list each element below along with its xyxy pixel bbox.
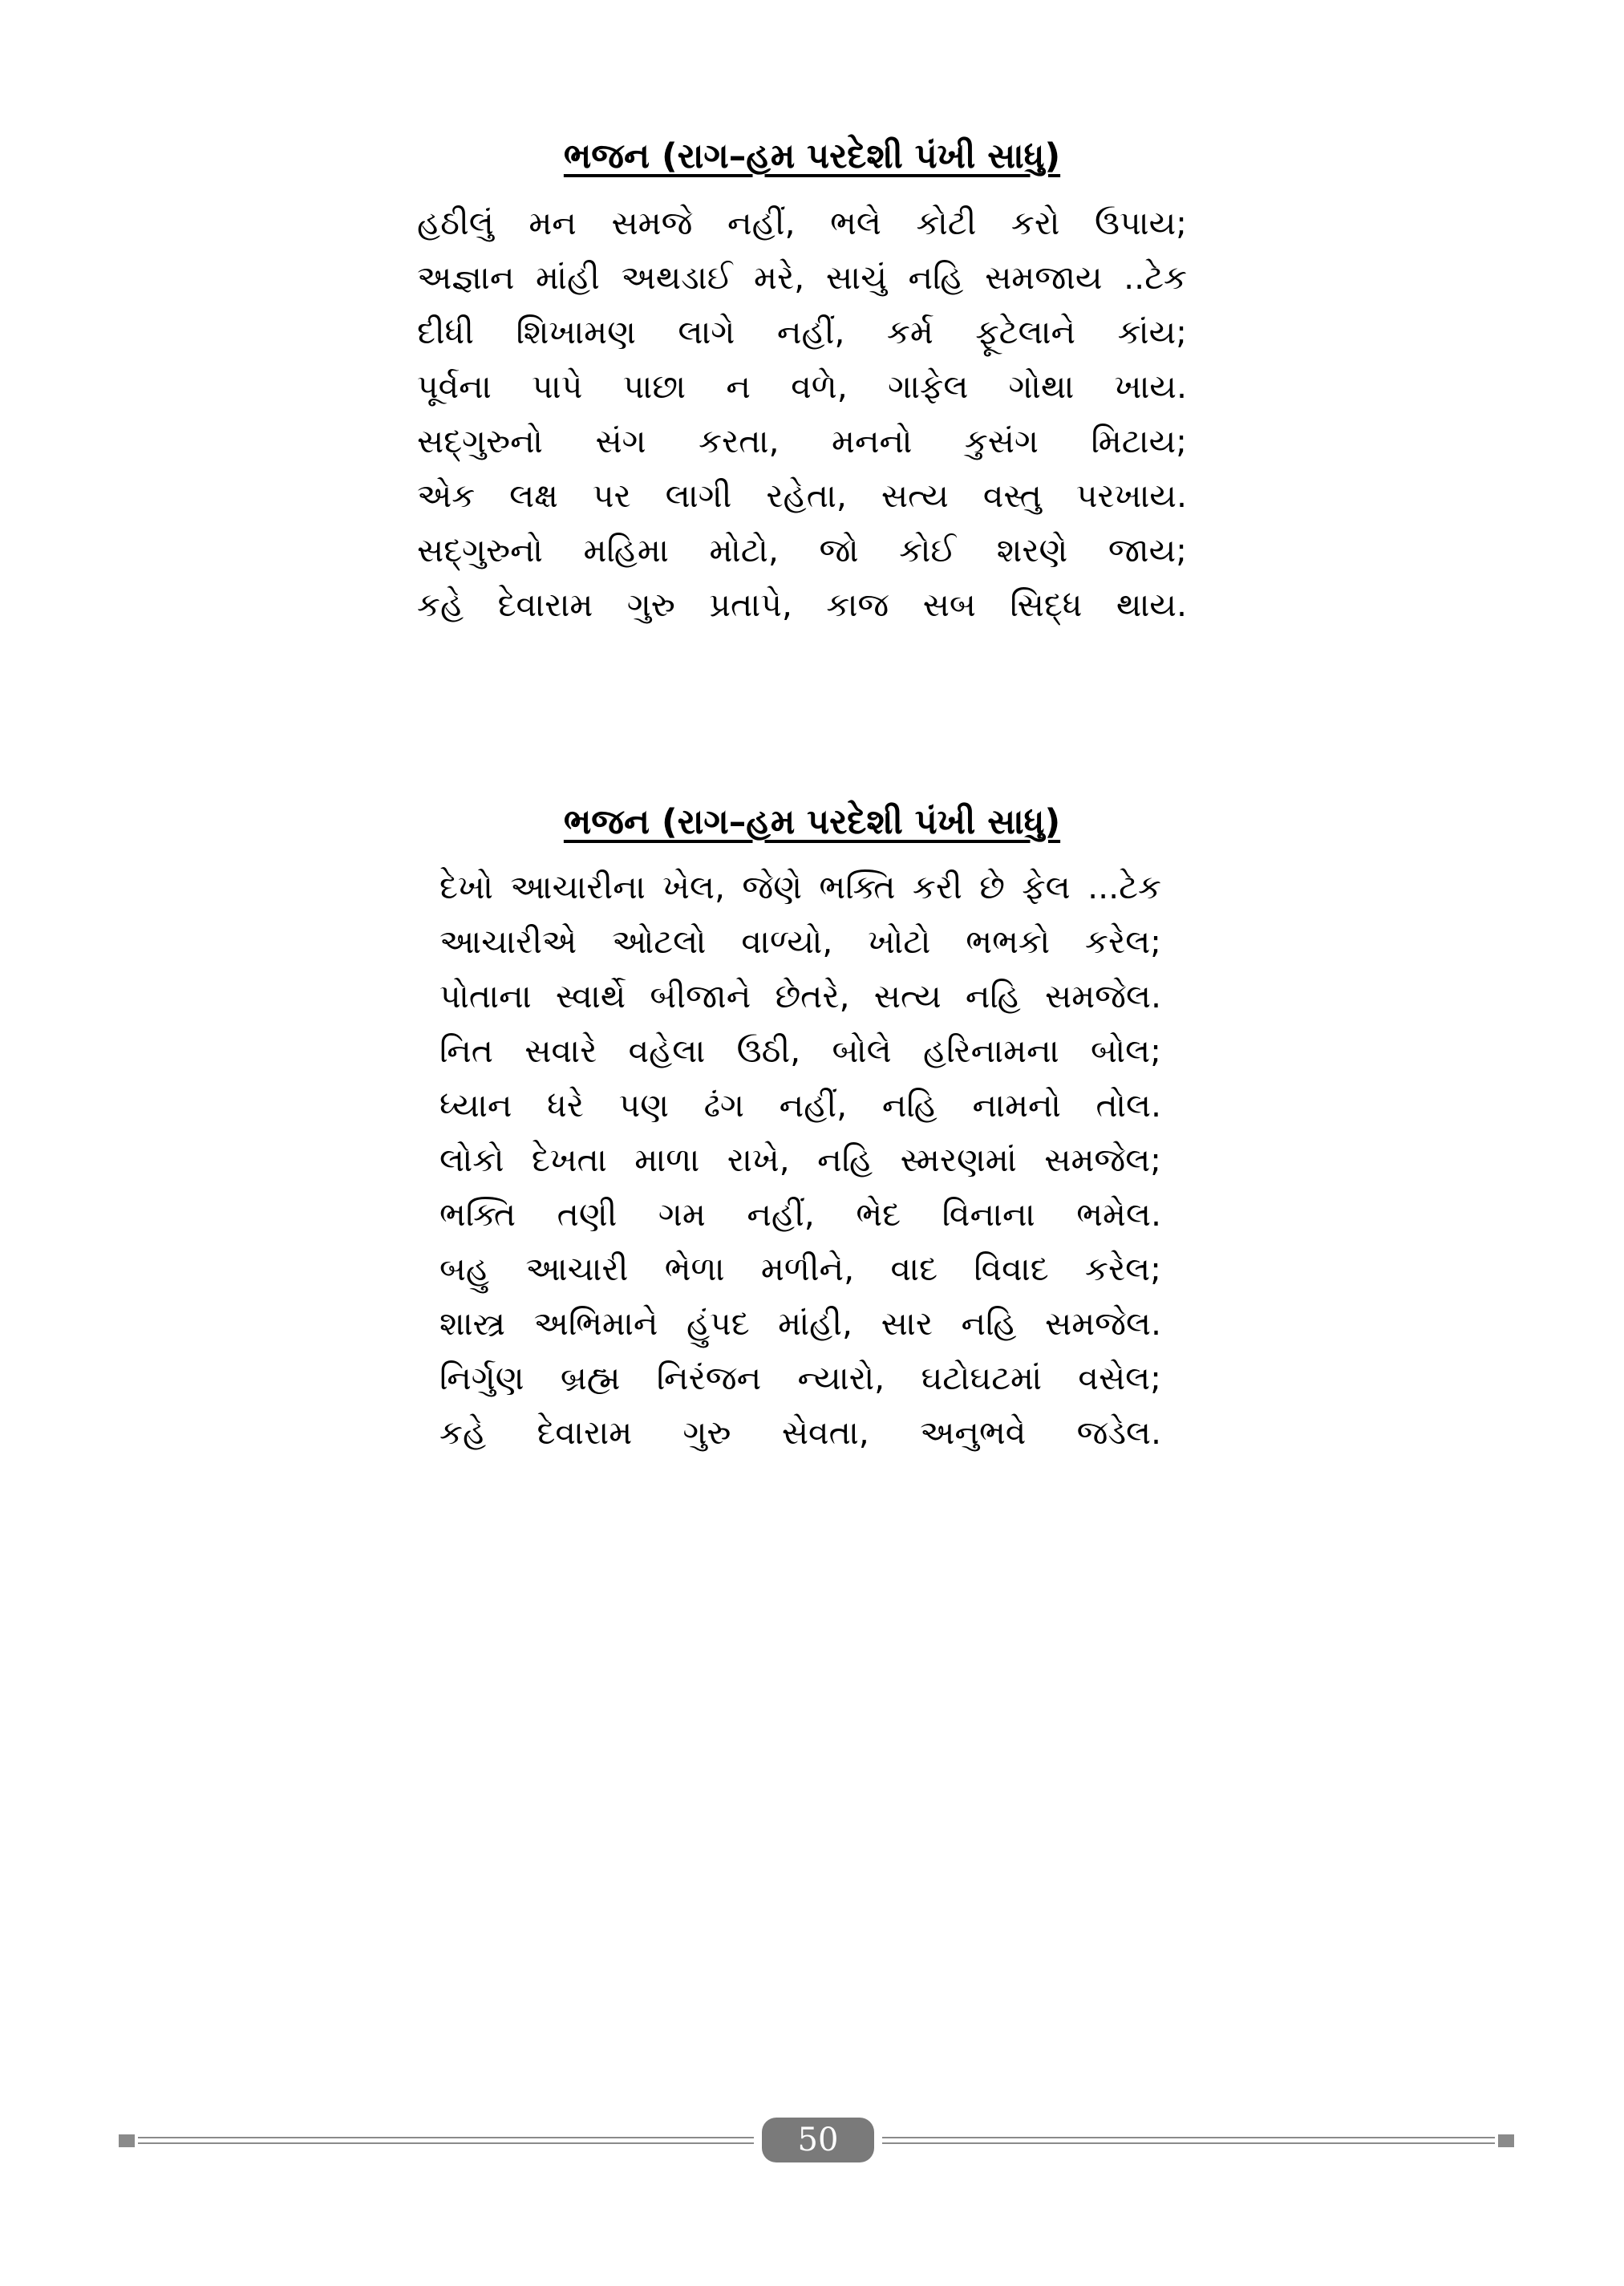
footer-rule-left xyxy=(138,2137,754,2144)
verse-line: કહે દેવારામ ગુરુ પ્રતાપે, કાજ સબ સિદ્ધ થાય. xyxy=(417,586,1187,624)
verse-line: ભક્તિ તણી ગમ નહીં, ભેદ વિનાના ભમેલ. xyxy=(439,1195,1161,1234)
verse-line: દેખો આચારીના ખેલ, જેણે ભક્તિ કરી છે ફેલ ...ટેક xyxy=(439,868,1161,906)
verse-line: પૂર્વના પાપે પાછા ન વળે, ગાફેલ ગોથા ખાય. xyxy=(417,367,1187,406)
verse-line: બહુ આચારી ભેળા મળીને, વાદ વિવાદ કરેલ; xyxy=(439,1250,1161,1288)
footer-rule-end-left xyxy=(119,2134,135,2147)
verse-line: નિત સવારે વહેલા ઉઠી, બોલે હરિનામના બોલ; xyxy=(439,1032,1161,1070)
verse-line: સદ્‌ગુરુનો મહિમા મોટો, જો કોઈ શરણે જાય; xyxy=(417,531,1187,569)
bhajan-2-title: ભજન (રાગ–હમ પરદેશી પંખી સાધુ) xyxy=(563,802,1061,842)
verse-line: ધ્યાન ધરે પણ ઢંગ નહીં, નહિ નામનો તોલ. xyxy=(439,1086,1161,1125)
page-footer xyxy=(119,2118,1514,2162)
verse-line: હઠીલું મન સમજે નહીં, ભલે કોટી કરો ઉપાય; xyxy=(417,204,1187,242)
bhajan-2 xyxy=(0,794,1624,1452)
verse-line: એક લક્ષ પર લાગી રહેતા, સત્ય વસ્તુ પરખાય. xyxy=(417,476,1187,515)
page-number: 50 xyxy=(762,2118,874,2162)
footer-rule-right xyxy=(882,2137,1495,2144)
verse-line: લોકો દેખતા માળા રાખે, નહિ સ્મરણમાં સમજેલ; xyxy=(439,1141,1161,1179)
bhajan-1-title: ભજન (રાગ–હમ પરદેશી પંખી સાધુ) xyxy=(563,136,1061,176)
verse-line: કહે દેવારામ ગુરુ સેવતા, અનુભવે જડેલ. xyxy=(439,1413,1161,1452)
footer-rule-end-right xyxy=(1498,2134,1514,2147)
verse-line: નિર્ગુણ બ્રહ્મ નિરંજન ન્યારો, ઘટોઘટમાં વસેલ; xyxy=(439,1359,1161,1397)
verse-line: દીધી શિખામણ લાગે નહીં, કર્મ ફૂટેલાને કાંય; xyxy=(417,313,1187,351)
verse-line: સદ્‌ગુરુનો સંગ કરતા, મનનો કુસંગ મિટાય; xyxy=(417,422,1187,460)
bhajan-1 xyxy=(0,128,1624,624)
verse-line: અજ્ઞાન માંહી અથડાઈ મરે, સાચું નહિ સમજાય ..ટેક xyxy=(417,258,1187,297)
verse-line: પોતાના સ્વાર્થે બીજાને છેતરે, સત્ય નહિ સમજેલ. xyxy=(439,977,1161,1015)
verse-line: શાસ્ત્ર અભિમાને હુંપદ માંહી, સાર નહિ સમજેલ. xyxy=(439,1304,1161,1343)
verse-line: આચારીએ ઓટલો વાળ્યો, ખોટો ભભકો કરેલ; xyxy=(439,922,1161,961)
